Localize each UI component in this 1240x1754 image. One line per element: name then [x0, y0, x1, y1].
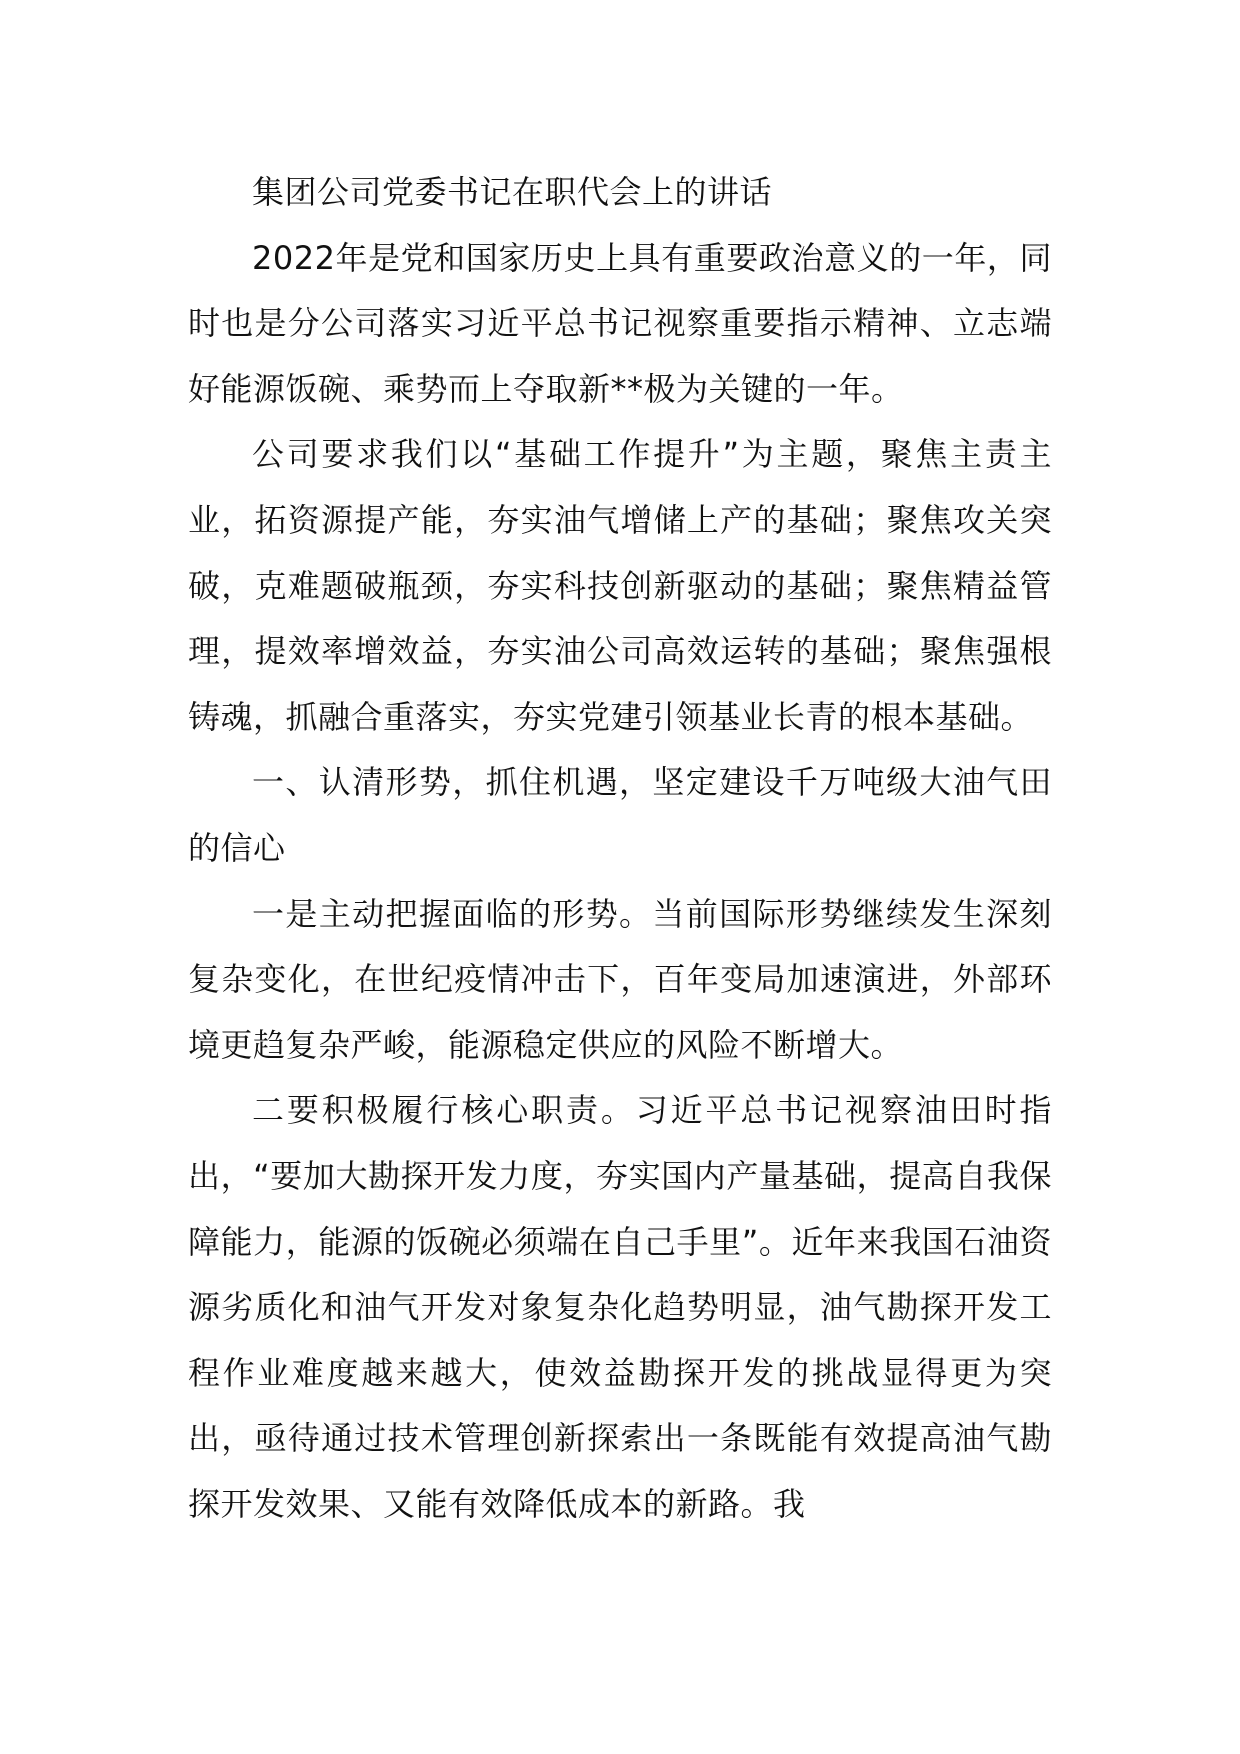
section-heading-1: 一、认清形势，抓住机遇，坚定建设千万吨级大油气田的信心	[188, 763, 1052, 867]
document-title: 集团公司党委书记在职代会上的讲话	[252, 173, 773, 211]
paragraph-4: 二要积极履行核心职责。习近平总书记视察油田时指出，“要加大勘探开发力度，夯实国内产量基础，提高自我保障能力，能源的饭碗必须端在自己手里”。近年来我国石油资源劣质化和油气开发对象复杂化趋势明显，油气勘探开发工程作业难度越来越大，使效益勘探开发的挑战显得更为突出，亟待通过技术管理创新探索出一条既能有效提高油气勘探开发效果、又能有效降低成本的新路。我	[188, 1091, 1052, 1523]
paragraph-3: 一是主动把握面临的形势。当前国际形势继续发生深刻复杂变化，在世纪疫情冲击下，百年变局加速演进，外部环境更趋复杂严峻，能源稳定供应的风险不断增大。	[188, 894, 1052, 1064]
document-body	[188, 160, 1052, 1537]
paragraph-1: 2022年是党和国家历史上具有重要政治意义的一年，同时也是分公司落实习近平总书记视察重要指示精神、立志端好能源饭碗、乘势而上夺取新**极为关键的一年。	[188, 238, 1052, 408]
paragraph-2: 公司要求我们以“基础工作提升”为主题，聚焦主责主业，拓资源提产能，夯实油气增储上产的基础；聚焦攻关突破，克难题破瓶颈，夯实科技创新驱动的基础；聚焦精益管理，提效率增效益，夯实油公司高效运转的基础；聚焦强根铸魂，抓融合重落实，夯实党建引领基业长青的根本基础。	[188, 435, 1052, 736]
